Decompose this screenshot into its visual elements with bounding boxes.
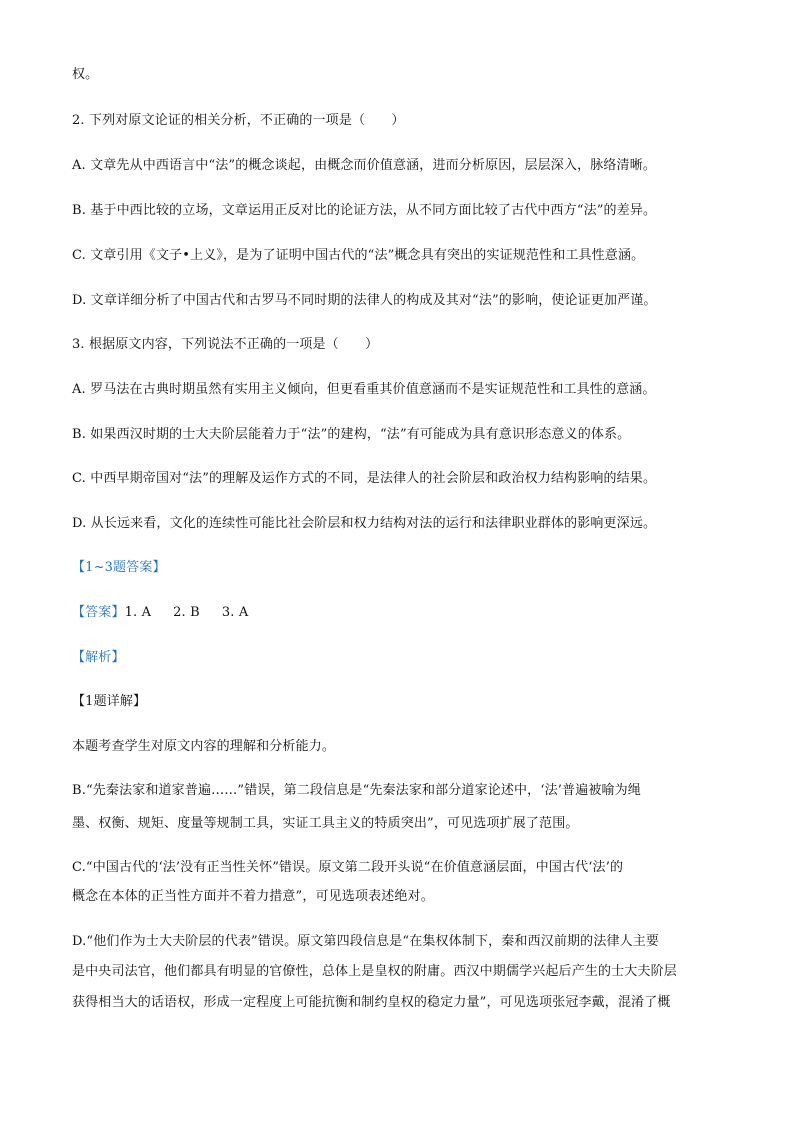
analysis-c-line-1: C.“中国古代的‘法’没有正当性关怀”错误。原文第二段开头说“在价值意涵层面，中国古代‘法’的 (72, 860, 624, 875)
question-3-stem: 3. 根据原文内容，下列说法不正确的一项是（ ） (72, 337, 379, 352)
analysis-d-line-3: 获得相当大的话语权，形成一定程度上可能抗衡和制约皇权的稳定力量”，可见选项张冠李戴，混淆了概 (72, 995, 671, 1010)
analysis-c-line-2: 概念在本体的正当性方面并不着力措意”，可见选项表述绝对。 (72, 889, 434, 904)
analysis-b-line-2: 墨、权衡、规矩、度量等规制工具，实证工具主义的特质突出”，可见选项扩展了范围。 (72, 816, 579, 831)
answer-line (72, 604, 248, 622)
question-3-option-a: A. 罗马法在古典时期虽然有实用主义倾向，但更看重其价值意涵而不是实证规范性和工具性的意涵。 (72, 382, 656, 397)
question-2-option-d: D. 文章详细分析了中国古代和古罗马不同时期的法律人的构成及其对“法”的影响，使论证更加严谨。 (72, 293, 657, 308)
analysis-intro: 本题考查学生对原文内容的理解和分析能力。 (72, 739, 336, 754)
question-3-option-d: D. 从长远来看，文化的连续性可能比社会阶层和权力结构对法的运行和法律职业群体的影响更深远。 (72, 516, 657, 531)
answer-3: 3. A (221, 605, 249, 620)
answer-1: 1. A (124, 605, 152, 620)
analysis-d-line-1: D.“他们作为士大夫阶层的代表”错误。原文第四段信息是“在集权体制下，秦和西汉前期的法律人主要 (72, 934, 660, 949)
analysis-b-line-1: B.“先秦法家和道家普遍……”错误，第二段信息是“先秦法家和部分道家论述中，‘法’普遍被喻为绳 (72, 783, 641, 798)
question-2-option-c: C. 文章引用《文子•上义》，是为了证明中国古代的“法”概念具有突出的实证规范性和工具性意涵。 (72, 248, 645, 263)
question-2-stem: 2. 下列对原文论证的相关分析，不正确的一项是（ ） (72, 113, 405, 128)
continuation-text: 权。 (72, 67, 99, 82)
answer-2: 2. B (173, 605, 200, 620)
answer-section-heading: 【1~3题答案】 (72, 560, 166, 575)
answer-label: 【答案】 (72, 605, 125, 620)
detail-1-heading: 【1题详解】 (72, 694, 147, 709)
analysis-heading: 【解析】 (72, 650, 125, 665)
question-2-option-b: B. 基于中西比较的立场，文章运用正反对比的论证方法，从不同方面比较了古代中西方“法”的差异。 (72, 203, 657, 218)
question-3-option-b: B. 如果西汉时期的士大夫阶层能着力于“法”的建构，“法”有可能成为具有意识形态意义的体系。 (72, 427, 631, 442)
question-2-option-a: A. 文章先从中西语言中“法”的概念谈起，由概念而价值意涵，进而分析原因，层层深入，脉络清晰。 (72, 158, 656, 173)
analysis-d-line-2: 是中央司法官，他们都具有明显的官僚性，总体上是皇权的附庸。西汉中期儒学兴起后产生的士大夫阶层 (72, 964, 677, 979)
question-3-option-c: C. 中西早期帝国对“法”的理解及运作方式的不同，是法律人的社会阶层和政治权力结构影响的结果。 (72, 471, 657, 486)
